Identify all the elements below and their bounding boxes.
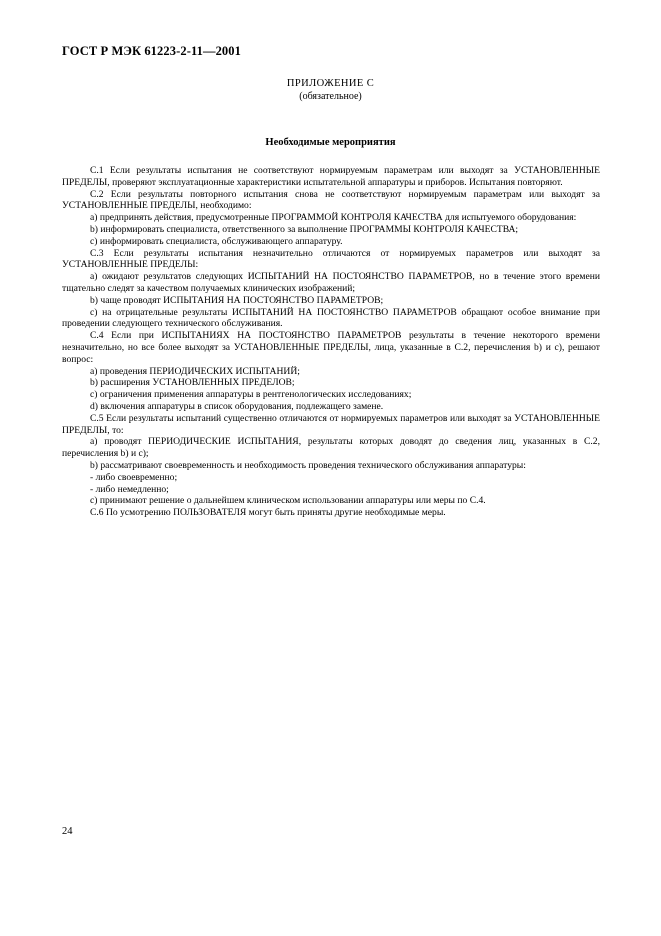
- annex-status: (обязательное): [299, 91, 362, 102]
- body-text: [62, 165, 600, 519]
- list-item: b) расширения УСТАНОВЛЕННЫХ ПРЕДЕЛОВ;: [90, 377, 295, 389]
- list-item: c) принимают решение о дальнейшем клиническом использовании аппаратуры или меры по С.4.: [90, 495, 486, 507]
- list-item: a) предпринять действия, предусмотренные ПРОГРАММОЙ КОНТРОЛЯ КАЧЕСТВА для испытуемого оборудования:: [90, 212, 577, 224]
- list-item: b) чаще проводят ИСПЫТАНИЯ НА ПОСТОЯНСТВО ПАРАМЕТРОВ;: [90, 294, 384, 306]
- list-item: c) информировать специалиста, обслуживающего аппаратуру.: [90, 235, 343, 247]
- list-item: d) включения аппаратуры в список оборудования, подлежащего замене.: [90, 400, 384, 412]
- paragraph-c3: С.3 Если результаты испытания незначительно отличаются от нормируемых параметров или выходят за УСТАНОВЛЕННЫЕ ПРЕДЕЛЫ:: [62, 247, 600, 271]
- list-item: b) информировать специалиста, ответственного за выполнение ПРОГРАММЫ КОНТРОЛЯ КАЧЕСТВА;: [90, 223, 519, 235]
- paragraph-c6: С.6 По усмотрению ПОЛЬЗОВАТЕЛЯ могут быть приняты другие необходимые меры.: [90, 507, 446, 519]
- list-item: b) рассматривают своевременность и необходимость проведения технического обслуживания аппаратуры:: [90, 459, 526, 471]
- list-item: a) ожидают результатов следующих ИСПЫТАНИЙ НА ПОСТОЯНСТВО ПАРАМЕТРОВ, но в течение этого времени тщательно следят за качеством получаемых клинических изображений;: [62, 271, 600, 294]
- list-item: c) ограничения применения аппаратуры в рентгенологических исследованиях;: [90, 389, 412, 401]
- paragraph-c4: С.4 Если при ИСПЫТАНИЯХ НА ПОСТОЯНСТВО ПАРАМЕТРОВ результаты в течение некоторого времени незначительно, но все более выходят за УСТАНОВЛЕННЫЕ ПРЕДЕЛЫ, лица, указанные в С.2, перечисления b) и c), решают вопрос:: [62, 330, 600, 365]
- annex-title: ПРИЛОЖЕНИЕ С: [286, 78, 375, 89]
- list-item: a) проводят ПЕРИОДИЧЕСКИЕ ИСПЫТАНИЯ, результаты которых доводят до сведения лиц, указанных в С.2, перечисления b) и c);: [62, 436, 600, 460]
- paragraph-c2: С.2 Если результаты повторного испытания снова не соответствуют нормируемым параметрам или выходят за УСТАНОВЛЕННЫЕ ПРЕДЕЛЫ, необходимо:: [62, 188, 600, 212]
- list-item: - либо своевременно;: [90, 471, 178, 483]
- page-number: 24: [62, 826, 73, 837]
- list-item: - либо немедленно;: [90, 483, 169, 495]
- list-item: c) на отрицательные результаты ИСПЫТАНИЙ НА ПОСТОЯНСТВО ПАРАМЕТРОВ обращают особое внимание при проведении следующего технического обслуживания.: [62, 306, 600, 330]
- document-code: ГОСТ Р МЭК 61223-2-11—2001: [62, 44, 241, 58]
- list-item: a) проведения ПЕРИОДИЧЕСКИХ ИСПЫТАНИЙ;: [90, 365, 300, 377]
- paragraph-c1: С.1 Если результаты испытания не соответствуют нормируемым параметрам или выходят за УСТАНОВЛЕННЫЕ ПРЕДЕЛЫ, проверяют эксплуатационные характеристики испытательной аппаратуры и приборов. Испытания повторяют.: [62, 165, 600, 188]
- paragraph-c5: С.5 Если результаты испытаний существенно отличаются от нормируемых параметров или выходят за УСТАНОВЛЕННЫЕ ПРЕДЕЛЫ, то:: [62, 412, 600, 436]
- section-title: Необходимые мероприятия: [265, 137, 396, 148]
